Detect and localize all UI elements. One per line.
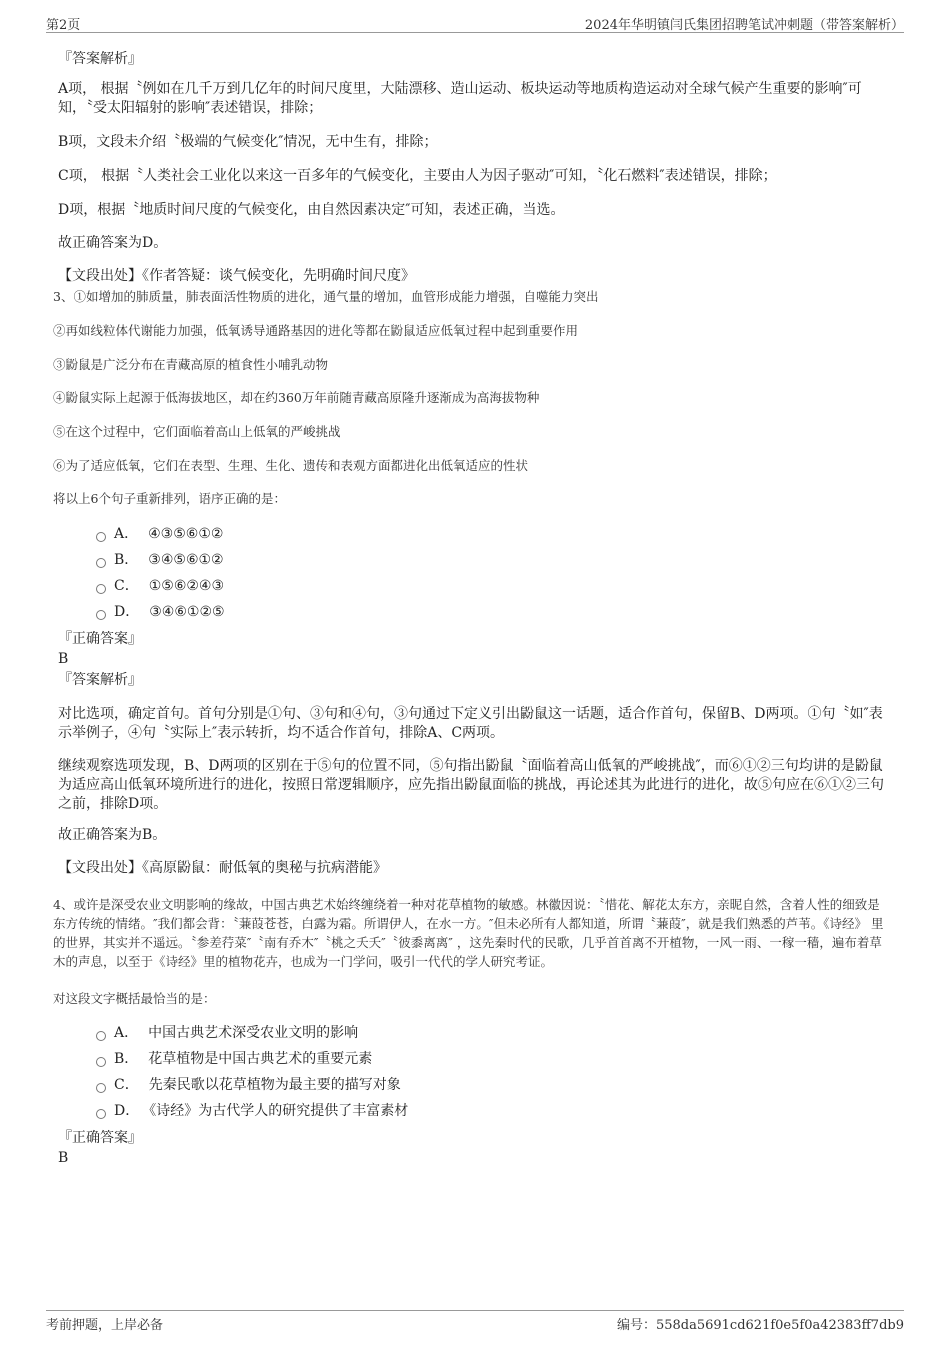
q3-sentence-2: ②再如线粒体代谢能力加强，低氧诱导通路基因的进化等都在鼢鼠适应低氧过程中起到重要作用 xyxy=(53,323,579,338)
q3-answer-label: 『正确答案』 xyxy=(58,631,142,647)
radio-button-icon[interactable] xyxy=(96,610,106,620)
q3-source: 【文段出处】《高原鼢鼠：耐低氧的奥秘与抗病潜能》 xyxy=(58,860,387,876)
q2-source: 【文段出处】《作者答疑：谈气候变化，先明确时间尺度》 xyxy=(58,268,415,284)
q4-answer: B xyxy=(58,1150,69,1166)
q3-sentence-3: ③鼢鼠是广泛分布在青藏高原的植食性小哺乳动物 xyxy=(53,357,329,372)
q3-sentence-4: ④鼢鼠实际上起源于低海拔地区，却在约360万年前随青藏高原隆升逐渐成为高海拔物种 xyxy=(53,390,540,405)
q3-analysis-label: 『答案解析』 xyxy=(58,672,142,688)
radio-button-icon[interactable] xyxy=(96,532,106,542)
q4-option-d[interactable]: D． 《诗经》为古代学人的研究提供了丰富素材 xyxy=(96,1102,408,1121)
q4-option-b[interactable]: B． 花草植物是中国古典艺术的重要元素 xyxy=(96,1050,372,1069)
q3-analysis-p2: 继续观察选项发现，B、D两项的区别在于⑤句的位置不同，⑤句指出鼢鼠〝面临着高山低氧的严峻挑战″，而⑥①②三句均讲的是鼢鼠为适应高山低氧环境所进行的进化，按照日常逻辑顺序，应先指出鼢鼠面临的挑战，再论述其为此进行的进化，故⑤句应在⑥①②三句之前，排除D项。 xyxy=(58,758,884,812)
q2-analysis-b: B项，文段未介绍〝极端的气候变化″情况，无中生有，排除； xyxy=(58,134,438,150)
q3-sentence-5: ⑤在这个过程中，它们面临着高山上低氧的严峻挑战 xyxy=(53,424,341,439)
q2-analysis-c: C项， 根据〝人类社会工业化以来这一百多年的气候变化，主要由人为因子驱动″可知，〝化石燃料″表述错误，排除； xyxy=(58,168,777,184)
q3-option-c[interactable]: C． ①⑤⑥②④③ xyxy=(96,577,224,596)
radio-button-icon[interactable] xyxy=(96,584,106,594)
q2-analysis-a: A项， 根据〝例如在几千万到几亿年的时间尺度里，大陆漂移、造山运动、板块运动等地质构造运动对全球气候产生重要的影响″可知，〝受太阳辐射的影响″表述错误，排除； xyxy=(58,81,862,116)
q3-prompt: 将以上6个句子重新排列，语序正确的是： xyxy=(53,491,286,506)
q2-analysis-label: 『答案解析』 xyxy=(58,51,142,67)
q3-sentence-6: ⑥为了适应低氧，它们在表型、生理、生化、遗传和表观方面都进化出低氧适应的性状 xyxy=(53,458,529,473)
q2-conclusion: 故正确答案为D。 xyxy=(58,235,168,251)
q3-answer: B xyxy=(58,651,69,667)
q4-option-a[interactable]: A． 中国古典艺术深受农业文明的影响 xyxy=(96,1024,358,1043)
footer-slogan: 考前押题，上岸必备 xyxy=(46,1318,164,1333)
q3-sentence-1: 3、①如增加的肺质量，肺表面活性物质的进化，通气量的增加，血管形成能力增强，自噬能力突出 xyxy=(53,289,599,304)
q2-analysis-d: D项，根据〝地质时间尺度的气候变化，由自然因素决定″可知，表述正确，当选。 xyxy=(58,202,565,218)
q3-option-b[interactable]: B． ③④⑤⑥①② xyxy=(96,551,224,570)
q4-answer-label: 『正确答案』 xyxy=(58,1130,142,1146)
radio-button-icon[interactable] xyxy=(96,558,106,568)
radio-button-icon[interactable] xyxy=(96,1083,106,1093)
q4-option-c[interactable]: C． 先秦民歌以花草植物为最主要的描写对象 xyxy=(96,1076,401,1095)
q3-conclusion: 故正确答案为B。 xyxy=(58,827,167,843)
radio-button-icon[interactable] xyxy=(96,1109,106,1119)
document-id: 编号：558da5691cd621f0e5f0a42383ff7db9 xyxy=(616,1318,904,1333)
page-number: 第2页 xyxy=(46,18,81,33)
header-divider xyxy=(46,32,904,33)
q3-option-a[interactable]: A． ④③⑤⑥①② xyxy=(96,525,223,544)
q3-option-d[interactable]: D． ③④⑥①②⑤ xyxy=(96,603,225,622)
q3-analysis-p1: 对比选项，确定首句。首句分别是①句、③句和④句，③句通过下定义引出鼢鼠这一话题，适合作首句，保留B、D两项。①句〝如″表示举例子，④句〝实际上″表示转折，均不适合作首句，排除A、C两项。 xyxy=(58,706,883,741)
radio-button-icon[interactable] xyxy=(96,1031,106,1041)
footer-divider xyxy=(46,1310,904,1311)
q4-prompt: 对这段文字概括最恰当的是： xyxy=(53,991,216,1006)
radio-button-icon[interactable] xyxy=(96,1057,106,1067)
document-title: 2024年华明镇闫氏集团招聘笔试冲刺题（带答案解析） xyxy=(584,18,904,33)
q4-passage: 4、或许是深受农业文明影响的缘故，中国古典艺术始终缠绕着一种对花草植物的敏感。林徽因说：〝惜花、解花太东方，亲昵自然，含着人性的细致是东方传统的情绪。″我们都会背：〝蒹葭苍苍，白露为霜。所谓伊人，在水一方。″但未必所有人都知道，所谓〝蒹葭″，就是我们熟悉的芦苇。《诗经》 里的世界，其实并不遥远。〝参差荇菜″〝南有乔木″〝桃之夭夭″〝彼黍离离″ ，这先秦时代的民歌，几乎首首离不开植物，一风一雨、一稼一穑，遍布着草木的声息，以至于《诗经》里的植物花卉，也成为一门学问，吸引一代代的学人研究考证。 xyxy=(53,897,884,969)
